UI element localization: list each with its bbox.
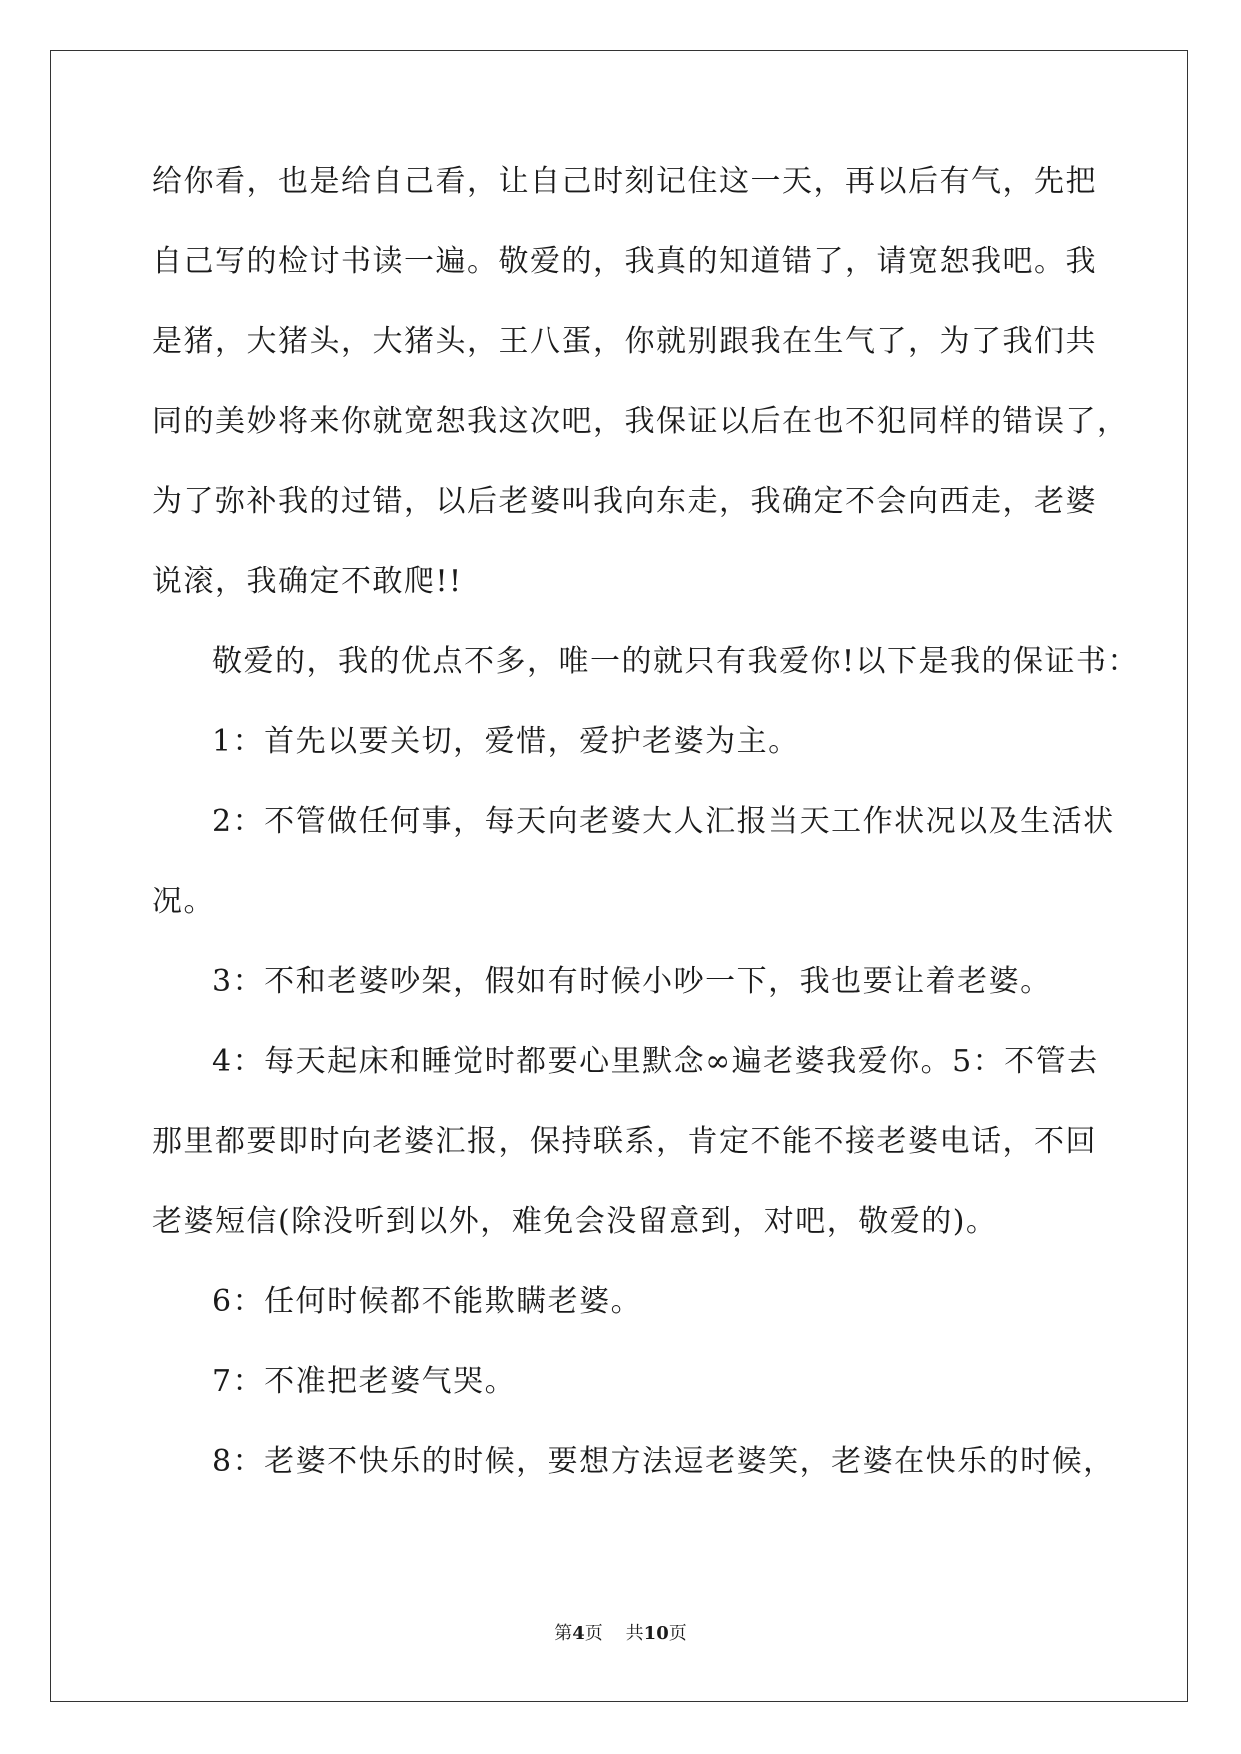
list-item-3: 3：不和老婆吵架，假如有时候小吵一下，我也要让着老婆。	[212, 964, 1052, 999]
list-item-2: 2：不管做任何事，每天向老婆大人汇报当天工作状况以及生活状	[212, 804, 1115, 839]
footer-total-suffix: 页	[668, 1623, 687, 1644]
paragraph-line: 为了弥补我的过错，以后老婆叫我向东走，我确定不会向西走，老婆	[152, 484, 1097, 519]
paragraph-line: 敬爱的，我的优点不多，唯一的就只有我爱你!以下是我的保证书：	[212, 644, 1140, 679]
paragraph-line: 给你看，也是给自己看，让自己时刻记住这一天，再以后有气，先把	[152, 164, 1097, 199]
footer-total-prefix: 共	[625, 1623, 644, 1644]
list-item-8: 8：老婆不快乐的时候，要想方法逗老婆笑，老婆在快乐的时候，	[212, 1444, 1115, 1479]
list-item-6: 6：任何时候都不能欺瞒老婆。	[212, 1284, 643, 1319]
paragraph-line: 自己写的检讨书读一遍。敬爱的，我真的知道错了，请宽恕我吧。我	[152, 244, 1097, 279]
list-item-4: 4：每天起床和睡觉时都要心里默念∞遍老婆我爱你。5：不管去	[212, 1044, 1099, 1079]
paragraph-line: 说滚，我确定不敢爬!!	[152, 564, 463, 599]
page-footer	[0, 1622, 1241, 1646]
footer-page-suffix: 页	[584, 1623, 603, 1644]
paragraph-line: 同的美妙将来你就宽恕我这次吧，我保证以后在也不犯同样的错误了，	[152, 404, 1129, 439]
page-total: 10	[643, 1623, 669, 1644]
list-item-2-continued: 况。	[152, 884, 215, 919]
page-number: 4	[572, 1623, 585, 1644]
footer-prefix: 第	[554, 1623, 573, 1644]
list-item-5-continued: 那里都要即时向老婆汇报，保持联系，肯定不能不接老婆电话，不回	[152, 1124, 1097, 1159]
list-item-1: 1：首先以要关切，爱惜，爱护老婆为主。	[212, 724, 800, 759]
list-item-7: 7：不准把老婆气哭。	[212, 1364, 517, 1399]
paragraph-line: 是猪，大猪头，大猪头，王八蛋，你就别跟我在生气了，为了我们共	[152, 324, 1097, 359]
list-item-5-continued: 老婆短信(除没听到以外，难免会没留意到，对吧，敬爱的)。	[152, 1204, 998, 1239]
